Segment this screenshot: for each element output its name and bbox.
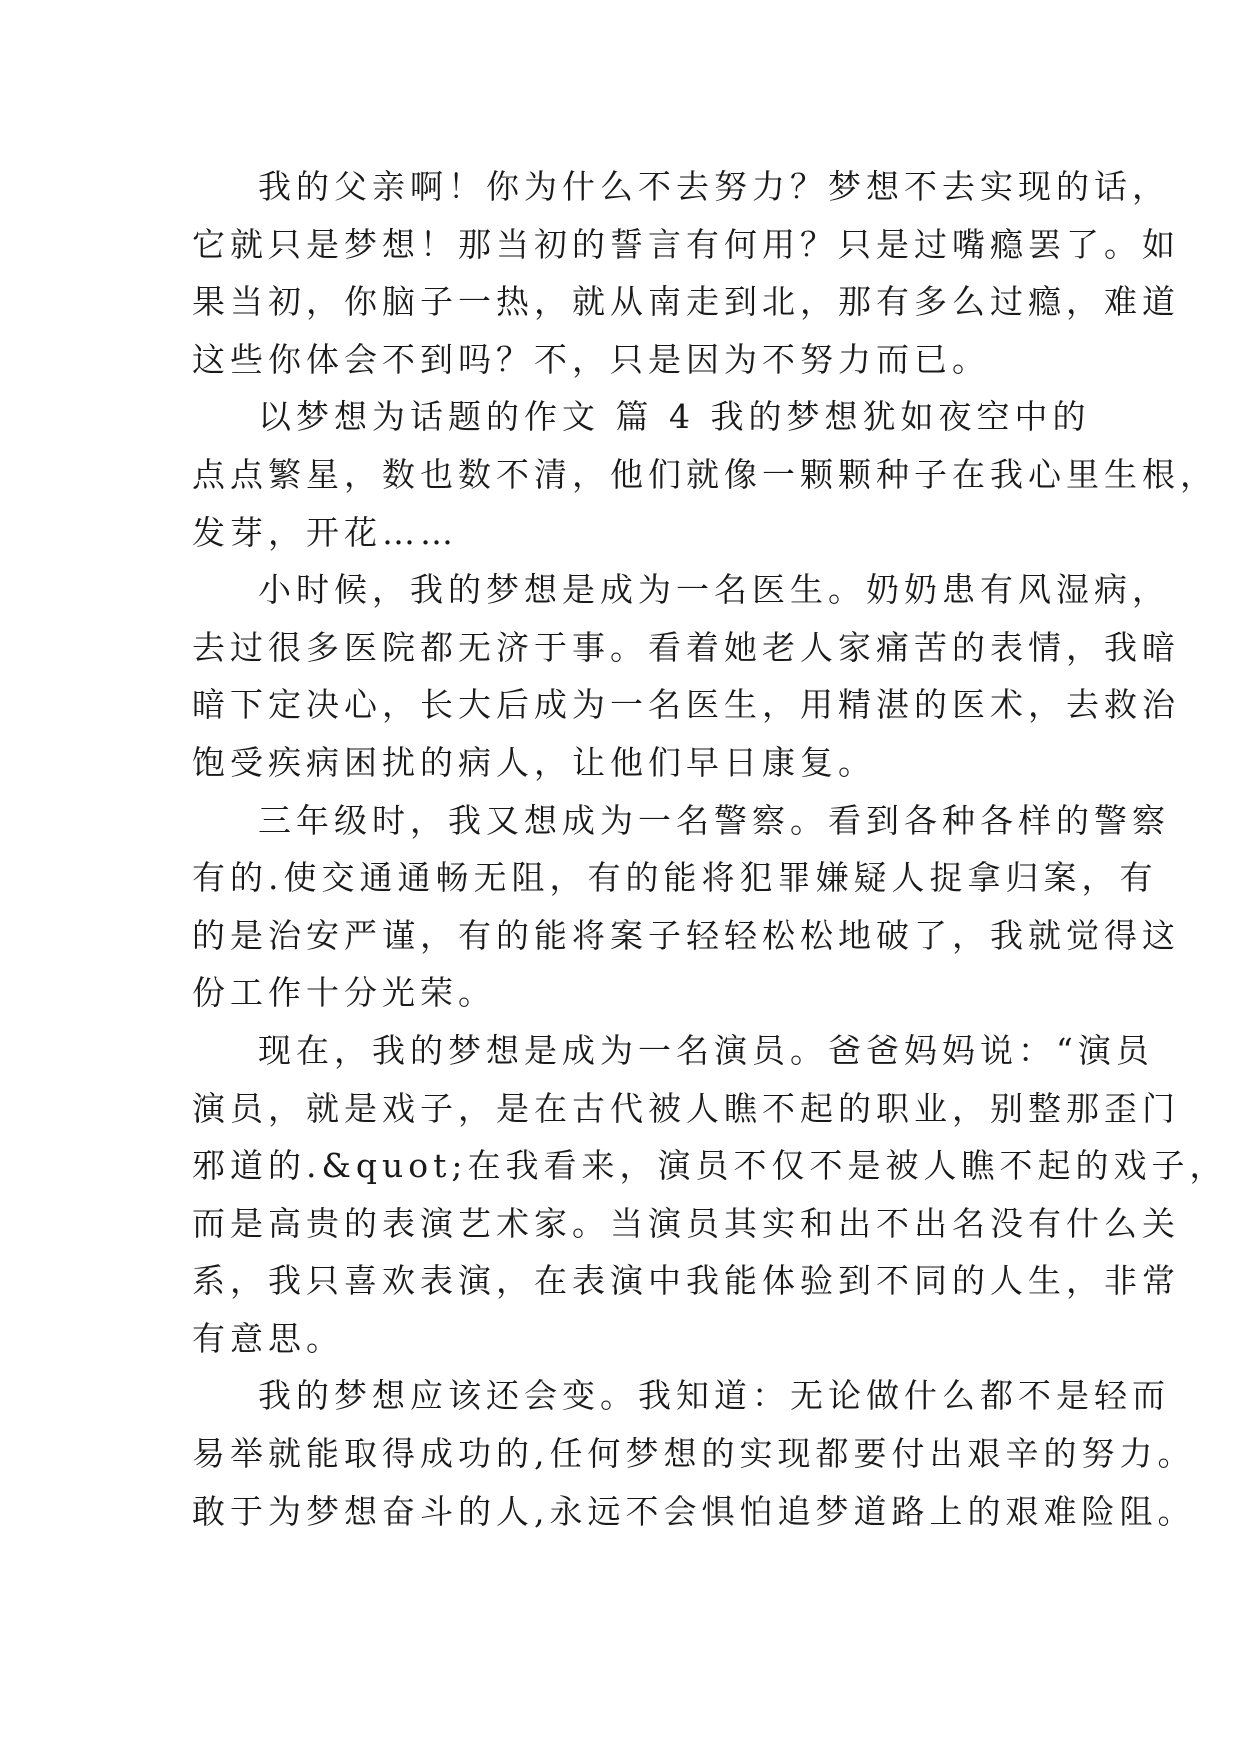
text-line: 以梦想为话题的作文 篇 4 我的梦想犹如夜空中的	[258, 397, 1091, 437]
text-line: 份工作十分光荣。	[192, 973, 496, 1013]
text-line: 果当初，你脑子一热，就从南走到北，那有多么过瘾，难道	[192, 282, 1180, 322]
text-line: 系，我只喜欢表演，在表演中我能体验到不同的人生，非常	[192, 1261, 1180, 1301]
text-line: 现在，我的梦想是成为一名演员。爸爸妈妈说：“演员	[258, 1030, 1154, 1070]
text-line: 我的父亲啊！你为什么不去努力？梦想不去实现的话，	[258, 167, 1170, 206]
text-line: 演员，就是戏子，是在古代被人瞧不起的职业，别整那歪门	[192, 1088, 1180, 1128]
text-line: 小时候，我的梦想是成为一名医生。奶奶患有风湿病，	[258, 570, 1170, 610]
text-line: 点点繁星，数也数不清，他们就像一颗颗种子在我心里生根，	[192, 454, 1218, 494]
text-line: 有意思。	[192, 1318, 344, 1358]
text-line: 易举就能取得成功的,任何梦想的实现都要付出艰辛的努力。	[192, 1434, 1196, 1474]
essay-text	[192, 158, 1228, 1540]
text-line: 饱受疾病困扰的病人，让他们早日康复。	[192, 742, 876, 782]
text-line: 而是高贵的表演艺术家。当演员其实和出不出名没有什么关	[192, 1203, 1180, 1243]
text-line: 邪道的.&quot;在我看来，演员不仅不是被人瞧不起的戏子，	[192, 1146, 1228, 1186]
text-line: 的是治安严谨，有的能将案子轻轻松松地破了，我就觉得这	[192, 915, 1180, 955]
text-line: 我的梦想应该还会变。我知道：无论做什么都不是轻而	[258, 1376, 1170, 1416]
text-line: 去过很多医院都无济于事。看着她老人家痛苦的表情，我暗	[192, 627, 1180, 667]
text-line: 它就只是梦想！那当初的誓言有何用？只是过嘴瘾罢了。如	[192, 224, 1180, 264]
text-line: 这些你体会不到吗？不，只是因为不努力而已。	[192, 339, 990, 379]
text-line: 发芽，开花……	[192, 512, 458, 552]
text-line: 暗下定决心，长大后成为一名医生，用精湛的医术，去救治	[192, 685, 1180, 725]
text-line: 三年级时，我又想成为一名警察。看到各种各样的警察	[258, 800, 1170, 840]
text-line: 有的.使交通通畅无阻，有的能将犯罪嫌疑人捉拿归案，有	[192, 858, 1158, 898]
text-line: 敢于为梦想奋斗的人,永远不会惧怕追梦道路上的艰难险阻。	[192, 1491, 1196, 1531]
